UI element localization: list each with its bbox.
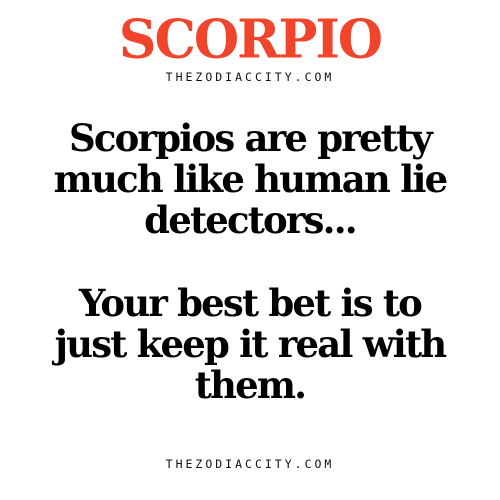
- sign-title: SCORPIO: [118, 8, 382, 71]
- quote-paragraph-2: [0, 283, 500, 406]
- quote-line: just keep it real with: [54, 322, 446, 366]
- quote-line: Scorpios are pretty: [68, 116, 431, 160]
- quote-line: detectors...: [144, 198, 356, 242]
- site-credit-top: THEZODIACCITY.COM: [165, 70, 335, 84]
- quote-paragraph-1: [0, 118, 500, 241]
- quote-line: them.: [194, 363, 306, 407]
- site-credit-bottom: THEZODIACCITY.COM: [165, 457, 335, 471]
- quote-line: Your best bet is to: [78, 281, 422, 325]
- quote-line: much like human lie: [53, 157, 447, 201]
